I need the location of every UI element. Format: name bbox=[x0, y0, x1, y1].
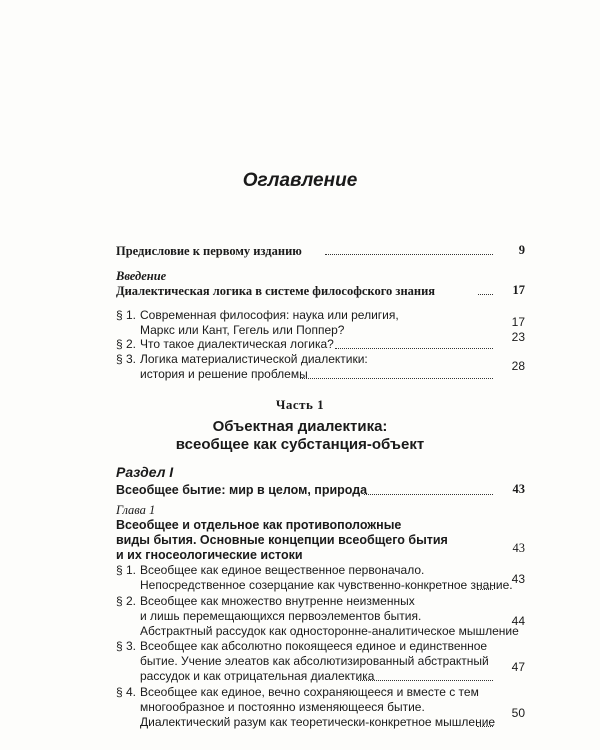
leader-dots bbox=[477, 726, 493, 727]
chapter-item-line: и лишь перемещающихся первоэлементов бытия. bbox=[140, 609, 422, 623]
chapter-heading: Глава 1 bbox=[116, 503, 156, 517]
intro-item-line: история и решение проблемы bbox=[140, 367, 308, 381]
chapter-item-line: Непосредственное созерцание как чувственно-конкретное знание. bbox=[140, 578, 513, 592]
chapter-item-line: Всеобщее как единое вещественное первоначало. bbox=[140, 563, 425, 577]
chapter-item-page: 47 bbox=[511, 660, 525, 674]
chapter-item-line: Всеобщее как абсолютно покоящееся единое и единственное bbox=[140, 639, 488, 653]
leader-dots bbox=[364, 494, 493, 495]
chapter-item-line: бытие. Учение элеатов как абсолютизированный абстрактный bbox=[140, 654, 489, 668]
chapter-item-page: 44 bbox=[511, 614, 525, 628]
chapter-item-line: Всеобщее как множество внутренне неизменных bbox=[140, 594, 415, 608]
leader-dots bbox=[300, 378, 493, 379]
intro-item-page: 23 bbox=[511, 330, 525, 344]
section-title: Всеобщее бытие: мир в целом, природа bbox=[116, 483, 368, 497]
intro-item-num: § 1. bbox=[116, 308, 137, 322]
leader-dots bbox=[477, 589, 493, 590]
section-page: 43 bbox=[512, 482, 525, 496]
intro-item-page: 17 bbox=[511, 315, 525, 329]
chapter-item-num: § 1. bbox=[116, 563, 137, 577]
section-heading: Раздел I bbox=[116, 464, 174, 480]
chapter-item-line: Абстрактный рассудок как односторонне-аналитическое мышление bbox=[140, 624, 519, 638]
chapter-title-line: виды бытия. Основные концепции всеобщего бытия bbox=[116, 533, 448, 547]
leader-dots bbox=[325, 254, 493, 255]
intro-item-page: 28 bbox=[511, 359, 525, 373]
part-title-line: всеобщее как субстанция-объект bbox=[175, 436, 425, 453]
part-title-line: Объектная диалектика: bbox=[212, 418, 388, 435]
intro-item-line: Современная философия: наука или религия, bbox=[140, 308, 399, 322]
leader-dots bbox=[358, 680, 493, 681]
intro-item-line: Маркс или Кант, Гегель или Поппер? bbox=[140, 323, 345, 337]
chapter-page: 43 bbox=[512, 541, 525, 555]
chapter-item-num: § 4. bbox=[116, 685, 137, 699]
part-label: Часть 1 bbox=[275, 397, 325, 412]
chapter-title-line: и их гносеологические истоки bbox=[116, 548, 303, 562]
chapter-item-page: 43 bbox=[511, 572, 525, 586]
chapter-item-page: 50 bbox=[511, 706, 525, 720]
intro-item-line: Логика материалистической диалектики: bbox=[140, 352, 368, 366]
toc-preface-page: 9 bbox=[518, 243, 525, 257]
intro-title: Диалектическая логика в системе философского знания bbox=[116, 284, 436, 298]
page-title: Оглавление bbox=[242, 170, 358, 191]
chapter-title-line: Всеобщее и отдельное как противоположные bbox=[116, 518, 402, 532]
intro-item-line: Что такое диалектическая логика? bbox=[140, 337, 334, 351]
intro-heading: Введение bbox=[116, 269, 167, 283]
chapter-item-line: многообразное и постоянно изменяющееся бытие. bbox=[140, 700, 425, 714]
intro-item-num: § 3. bbox=[116, 352, 137, 366]
chapter-item-num: § 3. bbox=[116, 639, 137, 653]
leader-dots bbox=[335, 348, 493, 349]
toc-preface-label: Предисловие к первому изданию bbox=[116, 244, 302, 258]
chapter-item-line: рассудок и как отрицательная диалектика bbox=[140, 669, 375, 683]
intro-item-num: § 2. bbox=[116, 337, 137, 351]
intro-page: 17 bbox=[512, 283, 525, 297]
chapter-item-line: Всеобщее как единое, вечно сохраняющееся и вместе с тем bbox=[140, 685, 479, 699]
chapter-item-num: § 2. bbox=[116, 594, 137, 608]
chapter-item-line: Диалектический разум как теоретически-конкретное мышление bbox=[140, 715, 496, 729]
